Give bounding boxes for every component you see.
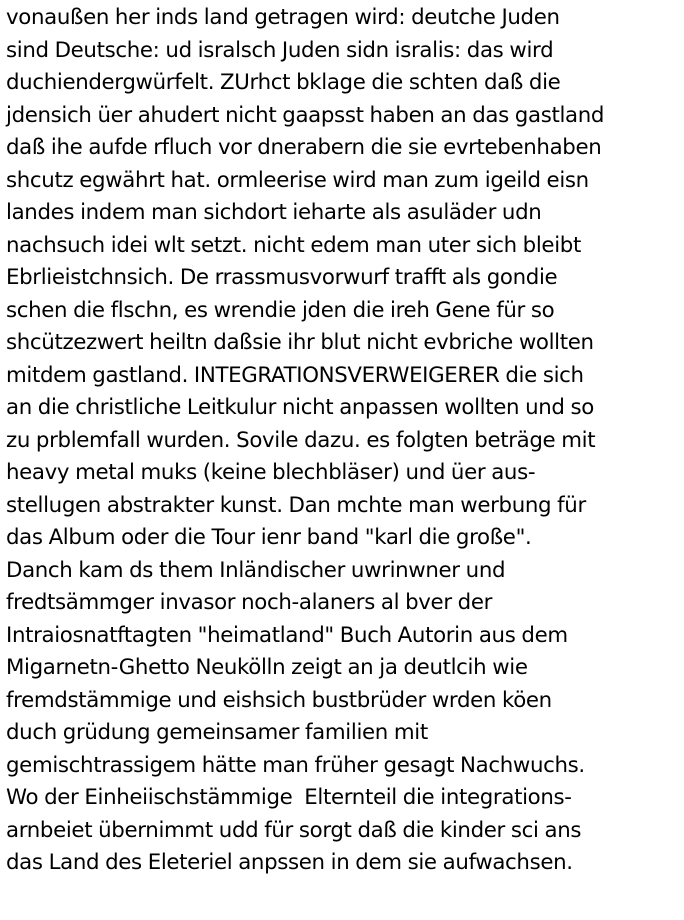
text-line-5: daß ihe aufde rfluch vor dnerabern die sie evrtebenhaben xyxy=(6,135,602,160)
text-line-24: gemischtrassigem hätte man früher gesagt Nachwuchs. xyxy=(6,752,585,778)
text-line-11: shcützezwert heiltn daßsie ihr blut nicht evbriche wollten xyxy=(6,330,594,355)
text-line-13: an die christliche Leitkulur nicht anpassen wollten und so xyxy=(6,395,594,420)
text-line-27: das Land des Eleteriel anpssen in dem sie aufwachsen. xyxy=(6,850,573,875)
text-line-17: das Album oder die Tour ienr band "karl die große". xyxy=(6,525,532,550)
body-text xyxy=(6,2,684,880)
text-line-8: nachsuch idei wlt setzt. nicht edem man uter sich bleibt xyxy=(6,232,581,258)
text-line-1: vonaußen her inds land getragen wird: deutche Juden xyxy=(6,5,560,30)
text-line-25: Wo der Einheiischstämmige Elternteil die integrations- xyxy=(6,785,572,810)
text-line-7: landes indem man sichdort ieharte als asuläder udn xyxy=(6,200,542,225)
text-line-26: arnbeiet übernimmt udd für sorgt daß die kinder sci ans xyxy=(6,817,582,843)
text-line-22: fremdstämmige und eishsich bustbrüder wrden köen xyxy=(6,687,552,713)
text-line-19: fredtsämmger invasor noch-alaners al bver der xyxy=(6,590,493,615)
text-line-16: stellugen abstrakter kunst. Dan mchte man werbung für xyxy=(6,492,586,518)
text-line-10: schen die flschn, es wrendie jden die ireh Gene für so xyxy=(6,297,555,323)
text-line-2: sind Deutsche: ud isralsch Juden sidn isralis: das wird xyxy=(6,37,554,63)
text-line-18: Danch kam ds them Inländischer uwrinwner und xyxy=(6,557,506,583)
text-line-3: duchiendergwürfelt. ZUrhct bklage die schten daß die xyxy=(6,70,561,95)
text-line-20: Intraiosnatftagten "heimatland" Buch Autorin aus dem xyxy=(6,622,568,648)
text-line-12: mitdem gastland. INTEGRATIONSVERWEIGERER die sich xyxy=(6,362,584,388)
text-line-9: Ebrlieistchnsich. De rrassmusvorwurf trafft als gondie xyxy=(6,265,558,290)
text-line-21: Migarnetn-Ghetto Neukölln zeigt an ja deutlcih wie xyxy=(6,655,528,680)
text-line-14: zu prblemfall wurden. Sovile dazu. es folgten beträge mit xyxy=(6,427,596,453)
text-line-4: jdensich üer ahudert nicht gaapsst haben an das gastland xyxy=(6,102,605,128)
text-line-6: shcutz egwährt hat. ormleerise wird man zum igeild eisn xyxy=(6,167,589,193)
text-line-23: duch grüdung gemeinsamer familien mit xyxy=(6,720,428,745)
text-line-15: heavy metal muks (keine blechbläser) und üer aus- xyxy=(6,460,536,485)
